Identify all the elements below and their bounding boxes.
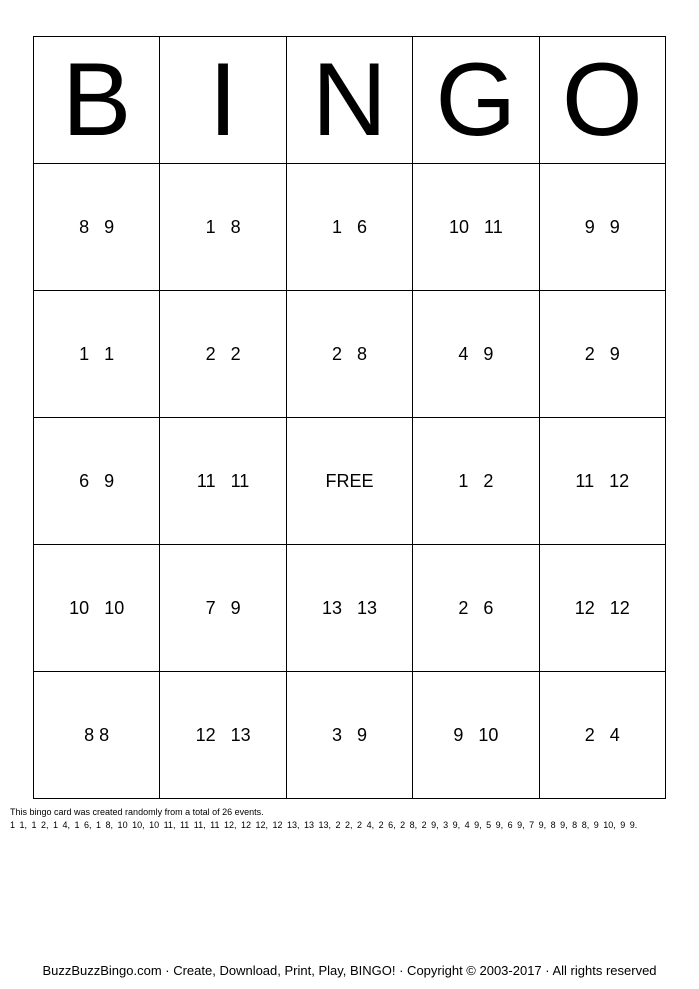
bingo-cell: 11 12 <box>539 418 665 545</box>
bingo-card <box>33 36 666 799</box>
bingo-cell: 1 1 <box>34 291 160 418</box>
bingo-cell: 13 13 <box>286 545 412 672</box>
footer-text: BuzzBuzzBingo.com · Create, Download, Print, Play, BINGO! · Copyright © 2003-2017 · All rights reserved <box>42 963 657 978</box>
bingo-cell: 2 4 <box>539 672 665 799</box>
header-letter-b: B <box>34 37 160 164</box>
header-letter-n: N <box>286 37 412 164</box>
bingo-cell: 8 8 <box>34 672 160 799</box>
bingo-cell: 1 8 <box>160 164 286 291</box>
bingo-cell: 2 8 <box>286 291 412 418</box>
bingo-cell: 10 10 <box>34 545 160 672</box>
bingo-cell: 4 9 <box>413 291 539 418</box>
bingo-cell: 12 13 <box>160 672 286 799</box>
bingo-cell: 3 9 <box>286 672 412 799</box>
bingo-cell: 9 9 <box>539 164 665 291</box>
bingo-cell: 2 6 <box>413 545 539 672</box>
bingo-cell: 2 2 <box>160 291 286 418</box>
header-row <box>34 37 666 164</box>
bingo-cell: 12 12 <box>539 545 665 672</box>
bingo-row <box>34 164 666 291</box>
header-letter-i: I <box>160 37 286 164</box>
bingo-cell: 11 11 <box>160 418 286 545</box>
bingo-cell: 1 6 <box>286 164 412 291</box>
info-text: This bingo card was created randomly from a total of 26 events. <box>10 807 264 817</box>
bingo-cell: 2 9 <box>539 291 665 418</box>
bingo-row <box>34 418 666 545</box>
header-letter-o: O <box>539 37 665 164</box>
bingo-cell: 9 10 <box>413 672 539 799</box>
card-info <box>10 806 690 832</box>
bingo-cell: 1 2 <box>413 418 539 545</box>
events-list: 1 1, 1 2, 1 4, 1 6, 1 8, 10 10, 10 11, 11 11, 11 12, 12 12, 12 13, 13 13, 2 2, 2 4, 2 6, 2 8, 2 9, 3 9, 4 9, 5 9, 6 9, 7 9, 8 9, 8 8, 9 10, 9 9. <box>10 820 638 830</box>
bingo-row <box>34 291 666 418</box>
free-space-cell: FREE <box>286 418 412 545</box>
bingo-cell: 7 9 <box>160 545 286 672</box>
bingo-cell: 6 9 <box>34 418 160 545</box>
bingo-cell: 8 9 <box>34 164 160 291</box>
bingo-row <box>34 545 666 672</box>
bingo-row <box>34 672 666 799</box>
header-letter-g: G <box>413 37 539 164</box>
bingo-cell: 10 11 <box>413 164 539 291</box>
